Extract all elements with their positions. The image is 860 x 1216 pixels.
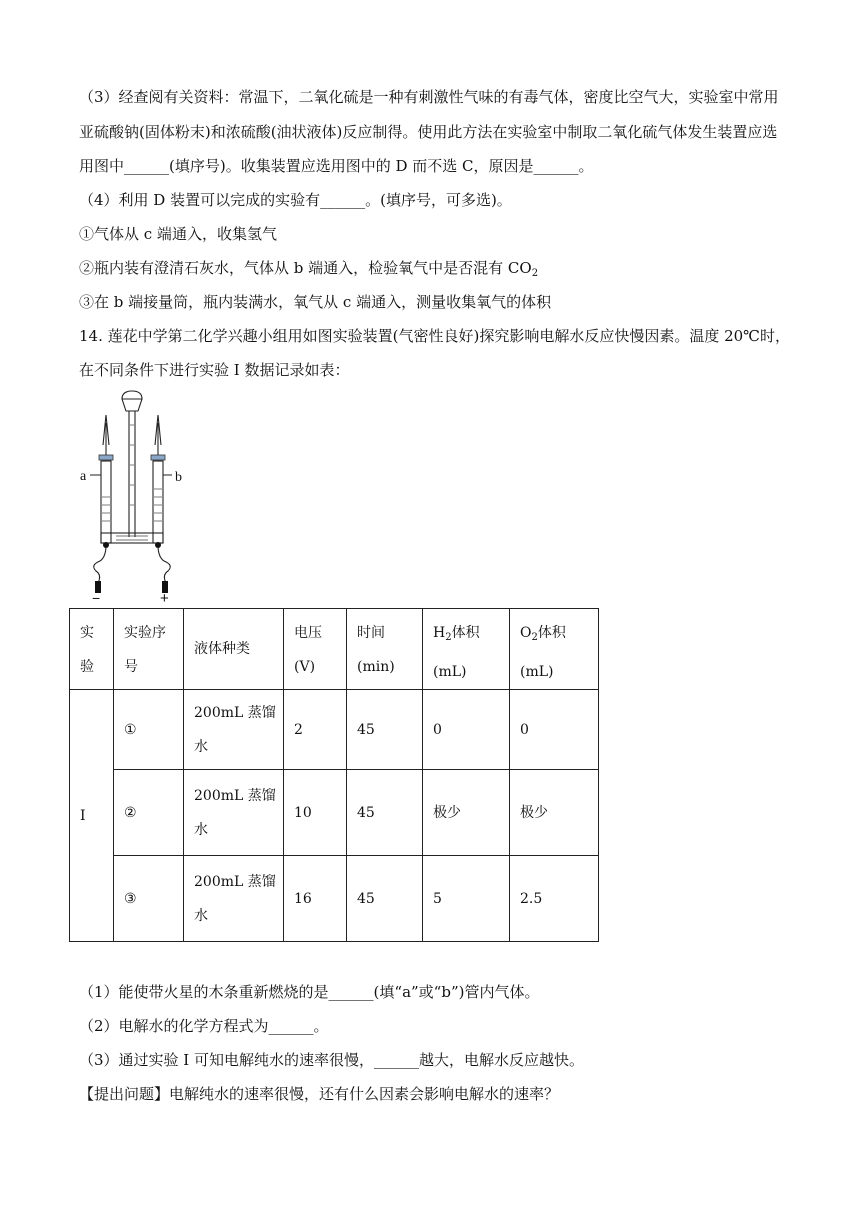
q3-line-1: （3）经查阅有关资料：常温下，二氧化硫是一种有刺激性气味的有毒气体，密度比空气大，实验室中常用: [79, 88, 779, 106]
option-3: ③在 b 端接量筒，瓶内装满水，氧气从 c 端通入，测量收集氧气的体积: [79, 293, 552, 311]
minus-sign: −: [92, 590, 101, 605]
cell-seq: ②: [114, 770, 184, 856]
cell-time: 45: [347, 770, 423, 856]
raise-question: 【提出问题】电解纯水的速率很慢，还有什么因素会影响电解水的速率？: [79, 1085, 560, 1103]
q3-line-3: 用图中______(填序号)。收集装置应选用图中的 D 而不选 C，原因是______。: [79, 157, 594, 175]
table-header-row: [70, 609, 599, 690]
label-b: b: [175, 470, 182, 485]
left-stopcock: [99, 455, 113, 460]
header-voltage: 电压 (V): [284, 609, 347, 690]
header-time: 时间 (min): [347, 609, 423, 690]
cell-voltage: 2: [284, 690, 347, 770]
group-cell: I: [70, 690, 114, 942]
table-row: [70, 770, 599, 856]
plus-sign: +: [160, 590, 169, 605]
cell-liquid: 200mL 蒸馏 水: [184, 770, 284, 856]
table-row: [70, 690, 599, 770]
electrolysis-apparatus-figure: [76, 385, 196, 605]
left-tube: [101, 461, 111, 543]
sub-question-2: （2）电解水的化学方程式为______。: [79, 1017, 329, 1035]
q4-line: （4）利用 D 装置可以完成的实验有______。(填序号，可多选)。: [79, 191, 512, 209]
q14-line-1: 14. 莲花中学第二化学兴趣小组用如图实验装置(气密性良好)探究影响电解水反应快慢因素。温度 20℃时，: [79, 327, 790, 345]
option-2-text: ②瓶内装有澄清石灰水，气体从 b 端通入，检验氧气中是否混有 CO: [79, 259, 532, 277]
funnel-shape: [122, 391, 142, 411]
cell-h2: 5: [423, 856, 510, 942]
cell-seq: ①: [114, 690, 184, 770]
cell-o2: 2.5: [510, 856, 599, 942]
cell-liquid: 200mL 蒸馏 水: [184, 856, 284, 942]
header-sequence: 实验序 号: [114, 609, 184, 690]
cell-voltage: 10: [284, 770, 347, 856]
right-electrode: [155, 542, 161, 548]
table-row: [70, 856, 599, 942]
cell-o2: 极少: [510, 770, 599, 856]
left-electrode: [103, 542, 109, 548]
right-stopcock: [151, 455, 165, 460]
q3-line-2: 亚硫酸钠(固体粉末)和浓硫酸(油状液体)反应制得。使用此方法在实验室中制取二氧化硫气体发生装置应选: [79, 123, 778, 141]
cell-h2: 0: [423, 690, 510, 770]
cell-liquid: 200mL 蒸馏 水: [184, 690, 284, 770]
cell-time: 45: [347, 856, 423, 942]
header-experiment: 实 验: [70, 609, 114, 690]
q14-line-2: 在不同条件下进行实验 I 数据记录如表：: [79, 361, 350, 379]
header-liquid: 液体种类: [184, 609, 284, 690]
option-1: ①气体从 c 端通入，收集氢气: [79, 225, 277, 243]
header-o2-volume: $O_2$体积 (mL): [510, 609, 599, 690]
option-2-subscript: 2: [531, 268, 539, 279]
sub-question-3: （3）通过实验 I 可知电解纯水的速率很慢，______越大，电解水反应越快。: [79, 1051, 585, 1069]
cell-time: 45: [347, 690, 423, 770]
cell-voltage: 16: [284, 856, 347, 942]
label-a: a: [80, 469, 87, 484]
header-h2-volume: $H_2$体积 (mL): [423, 609, 510, 690]
option-2: [79, 258, 794, 284]
experiment-table: [69, 608, 599, 942]
cell-h2: 极少: [423, 770, 510, 856]
cell-seq: ③: [114, 856, 184, 942]
sub-question-1: （1）能使带火星的木条重新燃烧的是______(填“a”或“b”)管内气体。: [79, 983, 540, 1001]
right-tube: [153, 461, 163, 543]
cell-o2: 0: [510, 690, 599, 770]
